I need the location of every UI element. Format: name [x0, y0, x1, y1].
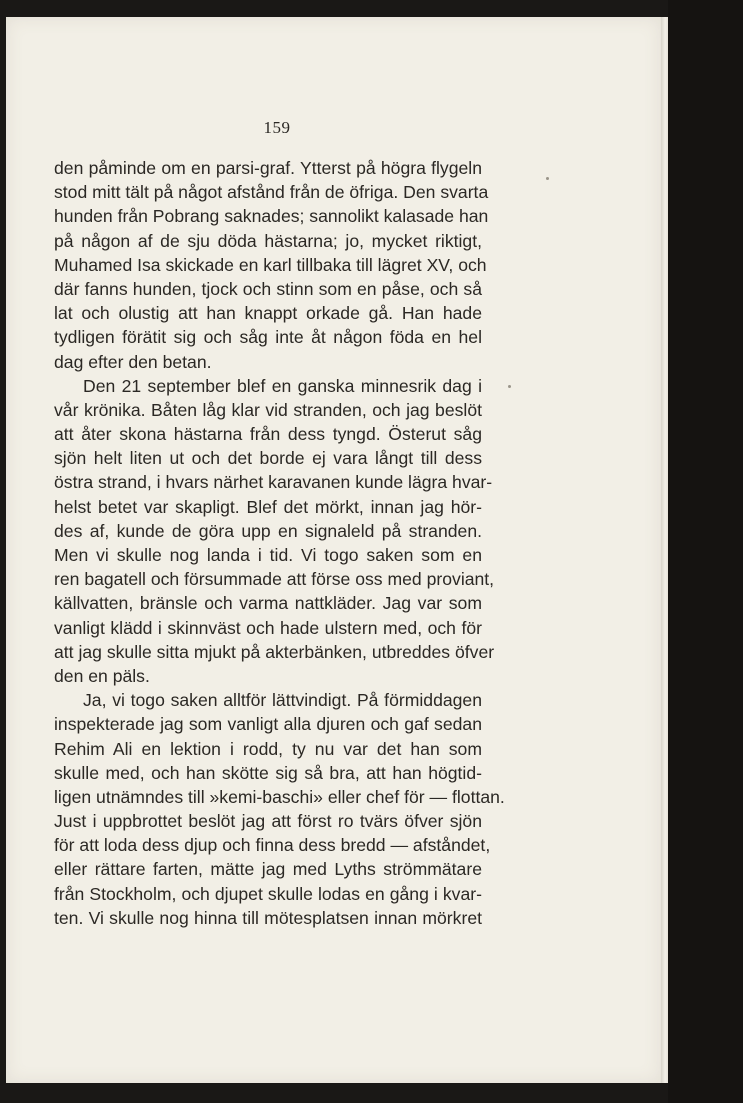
text-line: Rehim Ali en lektion i rodd, ty nu var det han som	[54, 738, 482, 759]
text-line: vår krönika. Båten låg klar vid stranden, och jag beslöt	[54, 399, 482, 420]
text-line: stod mitt tält på något afstånd från de öfriga. Den svarta	[54, 182, 489, 203]
paper-speck	[508, 385, 511, 388]
page-edge	[661, 17, 668, 1083]
paper-speck	[546, 177, 549, 180]
text-line: dag efter den betan.	[54, 351, 212, 372]
text-line: Just i uppbrottet beslöt jag att först ro tvärs öfver sjön	[54, 811, 482, 832]
text-line: sjön helt liten ut och det borde ej vara långt till dess	[54, 448, 482, 469]
text-line: Men vi skulle nog landa i tid. Vi togo saken som en	[54, 545, 482, 565]
text-line: tydligen förätit sig och såg inte åt någon föda en hel	[54, 327, 482, 348]
book-page	[6, 17, 661, 1083]
text-line: helst betet var skapligt. Blef det mörkt, innan jag hör-	[54, 496, 482, 517]
text-line: den påminde om en parsi-graf. Ytterst på högra flygeln	[54, 158, 482, 178]
text-line: inspekterade jag som vanligt alla djuren och gaf sedan	[54, 714, 482, 735]
text-line: des af, kunde de göra upp en signaleld på stranden.	[54, 520, 482, 541]
body-text	[54, 156, 505, 930]
text-line: eller rättare farten, mätte jag med Lyths strömmätare	[54, 859, 482, 880]
text-line: att åter skona hästarna från dess tyngd. Österut såg	[54, 424, 482, 445]
text-line: där fanns hunden, tjock och stinn som en påse, och så	[54, 278, 482, 299]
text-line: för att loda dess djup och finna dess bredd — afståndet,	[54, 835, 491, 856]
text-line: Den 21 september blef en ganska minnesrik dag i	[83, 375, 482, 396]
text-line: Ja, vi togo saken alltför lättvindigt. På förmiddagen	[83, 690, 482, 711]
text-line: östra strand, i hvars närhet karavanen kunde lägra hvar-	[54, 472, 493, 493]
text-line: ligen utnämndes till »kemi-baschi» eller chef för — flottan.	[54, 786, 505, 807]
text-line: från Stockholm, och djupet skulle lodas en gång i kvar-	[54, 883, 482, 904]
text-line: den en päls.	[54, 665, 150, 686]
text-line: lat och olustig att han knappt orkade gå. Han hade	[54, 303, 482, 324]
text-line: att jag skulle sitta mjukt på akterbänken, utbreddes öfver	[54, 641, 495, 662]
scan-background	[668, 0, 743, 1103]
text-line: källvatten, bränsle och varma nattkläder. Jag var som	[54, 593, 482, 614]
text-line: skulle med, och han skötte sig så bra, att han högtid-	[54, 762, 482, 783]
text-line: hunden från Pobrang saknades; sannolikt kalasade han	[54, 206, 489, 227]
text-line: Muhamed Isa skickade en karl tillbaka till lägret XV, och	[54, 254, 487, 275]
text-line: ren bagatell och försummade att förse oss med proviant,	[54, 569, 495, 590]
page-number: 159	[263, 118, 291, 137]
text-line: vanligt klädd i skinnväst och hade ulstern med, och för	[54, 617, 482, 638]
text-line: ten. Vi skulle nog hinna till mötesplatsen innan mörkret	[54, 907, 482, 928]
text-line: på någon af de sju döda hästarna; jo, mycket riktigt,	[54, 230, 482, 251]
